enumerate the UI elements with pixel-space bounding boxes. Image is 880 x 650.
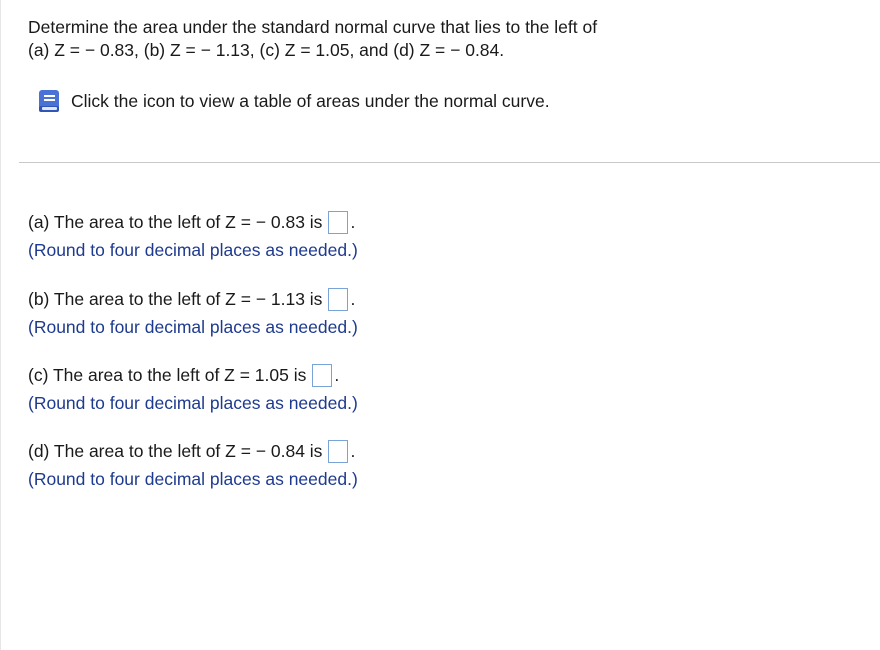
part-c-period: . [334,365,340,385]
part-d-period: . [350,441,356,461]
question-line-1: Determine the area under the standard normal curve that lies to the left of [28,17,598,37]
part-a-answer-input[interactable] [328,211,348,234]
part-a-prompt: (a) The area to the left of Z = − 0.83 is [28,212,323,232]
part-c-hint: (Round to four decimal places as needed.) [28,393,358,413]
part-a-period: . [350,212,356,232]
part-b-prompt: (b) The area to the left of Z = − 1.13 is [28,289,323,309]
part-c-answer-input[interactable] [312,364,332,387]
normal-table-link[interactable] [35,87,550,115]
part-b-period: . [350,289,356,309]
part-d-prompt: (d) The area to the left of Z = − 0.84 is [28,441,323,461]
part-a [28,208,358,264]
part-d-answer-input[interactable] [328,440,348,463]
question-line-2: (a) Z = − 0.83, (b) Z = − 1.13, (c) Z = 1.05, and (d) Z = − 0.84. [28,40,505,60]
book-icon[interactable] [35,87,63,115]
section-divider [19,162,880,163]
question-text [28,16,597,62]
part-d [28,437,358,493]
part-b-answer-input[interactable] [328,288,348,311]
part-c [28,361,358,417]
part-a-hint: (Round to four decimal places as needed.) [28,240,358,260]
part-b [28,285,358,341]
normal-table-link-label[interactable]: Click the icon to view a table of areas under the normal curve. [71,90,550,111]
part-d-hint: (Round to four decimal places as needed.) [28,469,358,489]
part-c-prompt: (c) The area to the left of Z = 1.05 is [28,365,307,385]
part-b-hint: (Round to four decimal places as needed.) [28,317,358,337]
